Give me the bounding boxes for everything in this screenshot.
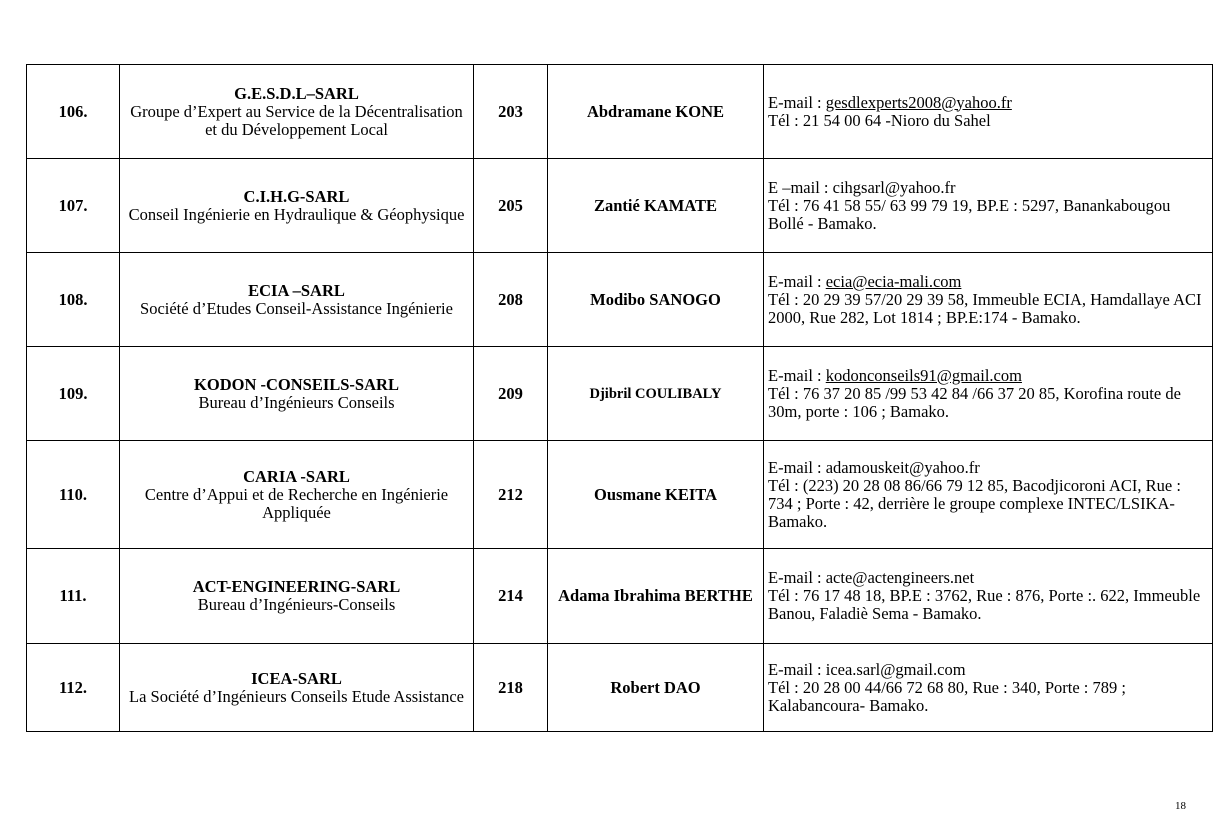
email-link[interactable]: adamouskeit@yahoo.fr bbox=[825, 457, 980, 477]
contact-cell bbox=[764, 65, 1213, 159]
table-row bbox=[27, 644, 1213, 732]
email-line bbox=[768, 367, 1208, 385]
company-name: ICEA-SARL bbox=[251, 668, 342, 688]
manager-name: Robert DAO bbox=[548, 644, 764, 732]
agreement-number: 203 bbox=[474, 65, 548, 159]
table-row bbox=[27, 347, 1213, 441]
phone-address: Tél : 20 28 00 44/66 72 68 80, Rue : 340, Porte : 789 ; Kalabancoura- Bamako. bbox=[768, 677, 1126, 715]
phone-address: Tél : 76 17 48 18, BP.E : 3762, Rue : 876, Porte :. 622, Immeuble Banou, Faladiè Sema - Bamako. bbox=[768, 586, 1201, 623]
email-line bbox=[768, 273, 1208, 291]
email-line bbox=[768, 94, 1208, 112]
company-description: Conseil Ingénierie en Hydraulique & Géophysique bbox=[128, 204, 465, 224]
row-number: 110. bbox=[27, 441, 120, 549]
company-cell bbox=[120, 159, 474, 253]
email-label: E-mail : bbox=[768, 659, 826, 679]
company-cell bbox=[120, 441, 474, 549]
table-row bbox=[27, 159, 1213, 253]
phone-address: Tél : 76 37 20 85 /99 53 42 84 /66 37 20 85, Korofina route de 30m, porte : 106 ; Bamako. bbox=[768, 383, 1181, 421]
contact-cell bbox=[764, 253, 1213, 347]
email-link[interactable]: icea.sarl@gmail.com bbox=[825, 659, 966, 679]
table-row bbox=[27, 549, 1213, 644]
email-label: E-mail : bbox=[768, 271, 826, 291]
company-cell bbox=[120, 65, 474, 159]
company-name: C.I.H.G-SARL bbox=[243, 186, 350, 206]
row-number: 108. bbox=[27, 253, 120, 347]
row-number: 111. bbox=[27, 549, 120, 644]
manager-name: Adama Ibrahima BERTHE bbox=[548, 549, 764, 644]
contact-cell bbox=[764, 644, 1213, 732]
phone-address: Tél : (223) 20 28 08 86/66 79 12 85, Bacodjicoroni ACI, Rue : 734 ; Porte : 42, derrière le groupe complexe INTEC/LSIKA- Bamako. bbox=[768, 475, 1181, 531]
email-line bbox=[768, 179, 1208, 197]
company-description: Bureau d’Ingénieurs Conseils bbox=[198, 392, 395, 412]
phone-address: Tél : 76 41 58 55/ 63 99 79 19, BP.E : 5297, Banankabougou Bollé - Bamako. bbox=[768, 195, 1171, 233]
company-description: Société d’Etudes Conseil-Assistance Ingénierie bbox=[140, 298, 453, 318]
company-name: CARIA -SARL bbox=[243, 466, 350, 486]
agreement-number: 212 bbox=[474, 441, 548, 549]
email-label: E –mail : bbox=[768, 177, 833, 197]
agreement-number: 205 bbox=[474, 159, 548, 253]
agreement-number: 208 bbox=[474, 253, 548, 347]
email-line bbox=[768, 569, 1208, 587]
company-name: G.E.S.D.L–SARL bbox=[234, 83, 359, 103]
contact-cell bbox=[764, 441, 1213, 549]
company-name: ECIA –SARL bbox=[248, 280, 345, 300]
company-cell bbox=[120, 549, 474, 644]
email-label: E-mail : bbox=[768, 92, 826, 112]
row-number: 112. bbox=[27, 644, 120, 732]
agreement-number: 218 bbox=[474, 644, 548, 732]
email-label: E-mail : bbox=[768, 457, 826, 477]
contact-cell bbox=[764, 549, 1213, 644]
agreement-number: 209 bbox=[474, 347, 548, 441]
contact-cell bbox=[764, 347, 1213, 441]
row-number: 106. bbox=[27, 65, 120, 159]
email-link[interactable]: cihgsarl@yahoo.fr bbox=[832, 177, 956, 197]
phone-address: Tél : 21 54 00 64 -Nioro du Sahel bbox=[768, 110, 991, 130]
company-name: KODON -CONSEILS-SARL bbox=[194, 374, 399, 394]
table-row bbox=[27, 65, 1213, 159]
phone-address: Tél : 20 29 39 57/20 29 39 58, Immeuble ECIA, Hamdallaye ACI 2000, Rue 282, Lot 1814 ; BP.E:174 - Bamako. bbox=[768, 289, 1202, 327]
email-line bbox=[768, 661, 1208, 679]
agreement-number: 214 bbox=[474, 549, 548, 644]
email-link[interactable]: acte@actengineers.net bbox=[825, 568, 975, 587]
company-description: Bureau d’Ingénieurs-Conseils bbox=[197, 595, 396, 614]
company-description: Centre d’Appui et de Recherche en Ingénierie Appliquée bbox=[144, 484, 449, 522]
email-link[interactable]: kodonconseils91@gmail.com bbox=[825, 365, 1022, 385]
page-number: 18 bbox=[1175, 800, 1186, 812]
email-label: E-mail : bbox=[768, 568, 826, 587]
manager-name: Djibril COULIBALY bbox=[548, 347, 764, 441]
registry-table bbox=[26, 64, 1213, 732]
email-label: E-mail : bbox=[768, 365, 826, 385]
company-name: ACT-ENGINEERING-SARL bbox=[192, 577, 401, 596]
manager-name: Ousmane KEITA bbox=[548, 441, 764, 549]
row-number: 107. bbox=[27, 159, 120, 253]
table-row bbox=[27, 253, 1213, 347]
company-cell bbox=[120, 347, 474, 441]
company-description: Groupe d’Expert au Service de la Décentralisation et du Développement Local bbox=[130, 101, 463, 139]
email-line bbox=[768, 459, 1208, 477]
manager-name: Abdramane KONE bbox=[548, 65, 764, 159]
company-description: La Société d’Ingénieurs Conseils Etude Assistance bbox=[129, 686, 464, 706]
email-link[interactable]: gesdlexperts2008@yahoo.fr bbox=[825, 92, 1012, 112]
email-link[interactable]: ecia@ecia-mali.com bbox=[825, 271, 962, 291]
manager-name: Modibo SANOGO bbox=[548, 253, 764, 347]
contact-cell bbox=[764, 159, 1213, 253]
company-cell bbox=[120, 644, 474, 732]
manager-name: Zantié KAMATE bbox=[548, 159, 764, 253]
company-cell bbox=[120, 253, 474, 347]
row-number: 109. bbox=[27, 347, 120, 441]
table-row bbox=[27, 441, 1213, 549]
